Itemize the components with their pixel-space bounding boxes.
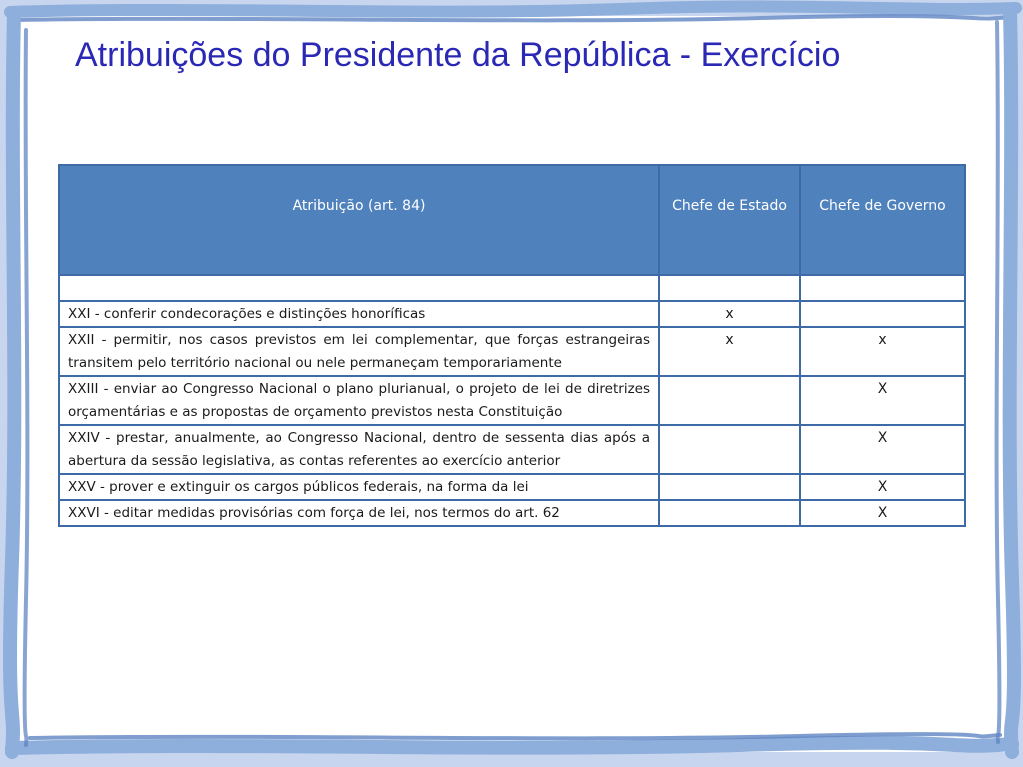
table-row <box>59 500 965 526</box>
table-header-row <box>59 165 965 275</box>
head-of-government-mark: X <box>800 376 965 425</box>
header-head-of-government: Chefe de Governo <box>800 165 965 275</box>
head-of-state-mark <box>659 425 800 474</box>
header-attribution: Atribuição (art. 84) <box>59 165 659 275</box>
head-of-government-mark: x <box>800 327 965 376</box>
empty-cell <box>59 275 659 301</box>
head-of-state-mark <box>659 474 800 500</box>
head-of-government-mark: X <box>800 500 965 526</box>
attributions-table-container <box>58 164 964 527</box>
head-of-government-mark: X <box>800 425 965 474</box>
empty-cell <box>800 275 965 301</box>
table-row-empty <box>59 275 965 301</box>
empty-cell <box>659 275 800 301</box>
table-row <box>59 474 965 500</box>
attributions-table <box>58 164 966 527</box>
head-of-state-mark: x <box>659 301 800 327</box>
head-of-state-mark <box>659 500 800 526</box>
attribution-text: XXII - permitir, nos casos previstos em lei complementar, que forças estrangeiras transitem pelo território nacional ou nele permaneçam temporariamente <box>59 327 659 376</box>
head-of-government-mark <box>800 301 965 327</box>
table-row <box>59 425 965 474</box>
attribution-text: XXVI - editar medidas provisórias com força de lei, nos termos do art. 62 <box>59 500 659 526</box>
head-of-state-mark: x <box>659 327 800 376</box>
attribution-text: XXV - prover e extinguir os cargos públicos federais, na forma da lei <box>59 474 659 500</box>
attribution-text: XXIII - enviar ao Congresso Nacional o plano plurianual, o projeto de lei de diretrizes orçamentárias e as propostas de orçamento previstos nesta Constituição <box>59 376 659 425</box>
head-of-state-mark <box>659 376 800 425</box>
header-head-of-state: Chefe de Estado <box>659 165 800 275</box>
slide-title: Atribuições do Presidente da República - Exercício <box>75 36 841 74</box>
table-row <box>59 376 965 425</box>
head-of-government-mark: X <box>800 474 965 500</box>
table-row <box>59 327 965 376</box>
attribution-text: XXI - conferir condecorações e distinções honoríficas <box>59 301 659 327</box>
attribution-text: XXIV - prestar, anualmente, ao Congresso Nacional, dentro de sessenta dias após a abertura da sessão legislativa, as contas referentes ao exercício anterior <box>59 425 659 474</box>
table-row <box>59 301 965 327</box>
